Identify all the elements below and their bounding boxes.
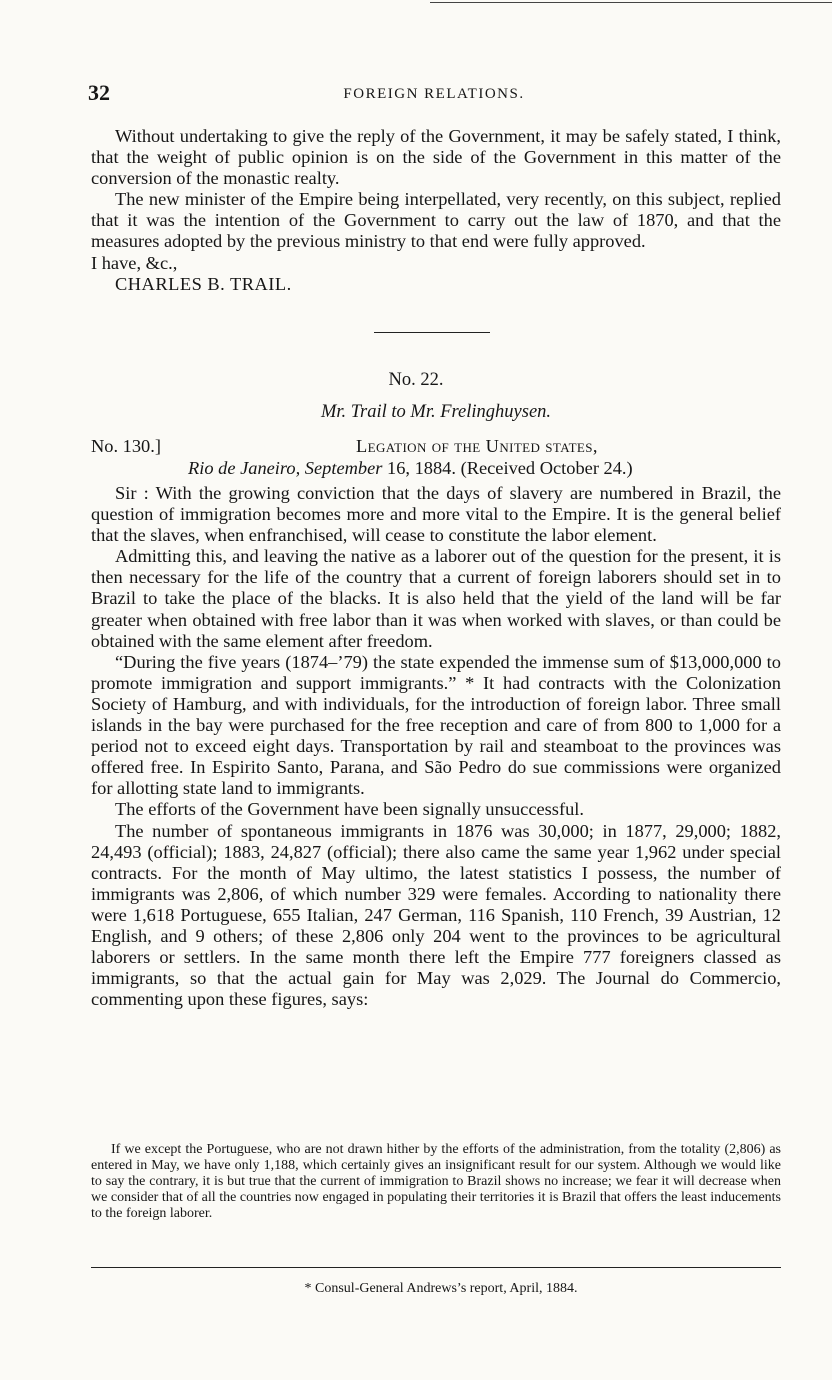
- document-subtitle: Mr. Trail to Mr. Frelinghuysen.: [320, 402, 552, 422]
- continuation-text: [91, 126, 781, 295]
- signature: CHARLES B. TRAIL.: [115, 273, 292, 294]
- paragraph: The efforts of the Government have been signally unsuccessful.: [115, 799, 584, 820]
- legation-heading: Legation of the United states,: [356, 436, 598, 456]
- day-year: 16, 1884.: [382, 458, 456, 478]
- paragraph: Without undertaking to give the reply of the Government, it may be safely stated, I think, that the weight of public opinion is on the side of the Government in this matter of the conversion of the monastic realty.: [91, 126, 781, 189]
- dateline: [91, 436, 783, 480]
- paragraph: The number of spontaneous immigrants in 1876 was 30,000; in 1877, 29,000; 1882, 24,493 (official); 1883, 24,827 (official); there also came the same year 1,962 under special contracts. For the month of May ultimo, the latest statistics I possess, the number of immigrants was 2,806, of which number 329 were females. According to nationality there were 1,618 Portuguese, 655 Italian, 247 German, 116 Spanish, 110 French, 39 Austrian, 12 English, and 9 others; of these 2,806 only 204 went to the provinces to be agricultural laborers or settlers. In the same month there left the Empire 777 foreigners classed as immigrants, so that the actual gain for May was 2,029. The Journal do Commercio, commenting upon these figures, says:: [91, 820, 781, 1010]
- paragraph: “During the five years (1874–’79) the state expended the immense sum of $13,000,000 to promote immigration and support immigrants.” * It had contracts with the Colonization Society of Hamburg, and with individuals, for the introduction of foreign labor. Three small islands in the bay were purchased for the free reception and care of from 800 to 1,000 for a period not to exceed eight days. Transportation by rail and steamboat to the provinces was offered free. In Espirito Santo, Parana, and São Pedro do sue commissions were organized for allotting state land to immigrants.: [91, 651, 781, 799]
- footnote: * Consul-General Andrews’s report, April, 1884.: [304, 1281, 578, 1296]
- paragraph: Sir : With the growing conviction that the days of slavery are numbered in Brazil, the question of immigration becomes more and more vital to the Empire. It is the general belief that the slaves, when enfranchised, will cease to constitute the labor element.: [91, 483, 781, 546]
- footnote-rule: [91, 1267, 781, 1268]
- block-quote: If we except the Portuguese, who are not drawn hither by the efforts of the administration, from the totality (2,806) as entered in May, we have only 1,188, which certainly gives an insignificant result for our system. Although we would like to say the contrary, it is but true that the current of immigration to Brazil shows no increase; we fear it will decrease when we consider that of all the countries now engaged in populating their territories it is Brazil that offers the least inducements to the foreign laborer.: [91, 1142, 781, 1221]
- dispatch-number: No. 130.]: [91, 436, 161, 456]
- place-date: Rio de Janeiro, September: [188, 458, 383, 478]
- letter-body: [91, 483, 781, 1010]
- running-head: FOREIGN RELATIONS.: [343, 86, 525, 102]
- section-divider: [374, 332, 490, 333]
- complimentary-close: I have, &c.,: [91, 252, 178, 273]
- received-date: (Received October 24.): [460, 458, 633, 478]
- top-rule: [430, 2, 832, 3]
- paragraph: The new minister of the Empire being interpellated, very recently, on this subject, replied that it was the intention of the Government to carry out the law of 1870, and that the measures adopted by the previous ministry to that end were fully approved.: [91, 189, 781, 252]
- page-number: 32: [88, 80, 110, 105]
- paragraph: Admitting this, and leaving the native as a laborer out of the question for the present, it is then necessary for the life of the country that a current of foreign laborers should set in to Brazil to take the place of the blacks. It is also held that the yield of the land will be far greater when obtained with free labor than it was when worked with slaves, or than could be obtained with the same element after freedom.: [91, 546, 781, 651]
- page-header: [88, 80, 780, 110]
- document-number: No. 22.: [388, 370, 444, 390]
